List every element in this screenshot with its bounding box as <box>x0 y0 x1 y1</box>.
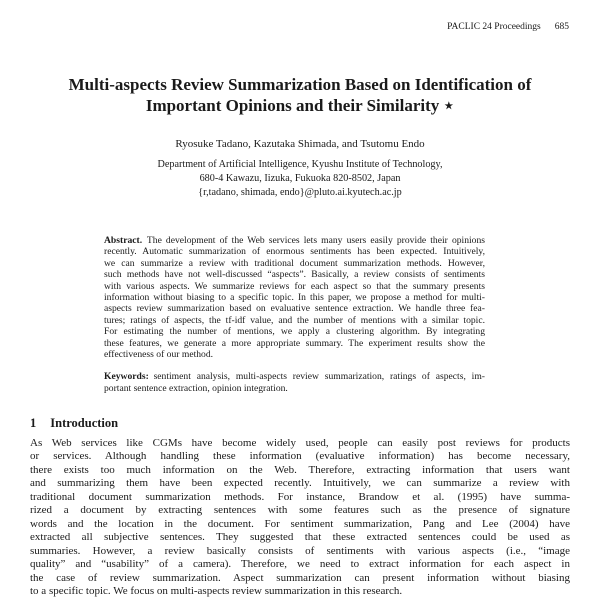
text-line <box>30 545 570 558</box>
line-text: information without biasing to a specific topic. In this paper, we propose a method for multi- <box>104 292 485 304</box>
section-heading <box>30 416 118 431</box>
line-text: or services. Although handling these information (evaluative information) has become necessary, <box>30 450 570 463</box>
keywords <box>104 371 485 394</box>
abstract <box>104 235 485 360</box>
section-number: 1 <box>30 416 37 430</box>
paper-title <box>0 74 600 116</box>
text-line <box>104 349 485 360</box>
line-text: words and the location in the document. For sentiment summarization, Pang and Lee (2004) have <box>30 517 570 530</box>
text-line <box>104 371 485 383</box>
line-text: the case of review summarization. Aspect summarization can present information without biasing <box>30 571 570 584</box>
text-line <box>104 246 485 257</box>
running-header <box>433 22 569 32</box>
label: Keywords: <box>104 371 149 382</box>
line-text: rized a document by extracting sentences with some features such as the presence of signature <box>30 504 570 517</box>
line-text: we can summarize a review with traditional document summarization methods. However, <box>104 257 485 269</box>
text-line <box>104 281 485 292</box>
text-line <box>30 518 570 531</box>
text-line <box>104 292 485 303</box>
text-line <box>30 531 570 544</box>
authors: Ryosuke Tadano, Kazutaka Shimada, and Tsutomu Endo <box>175 138 425 150</box>
text-line <box>30 504 570 517</box>
text-line <box>104 303 485 314</box>
line-text: extracted all subjective sentences. They suggested that these extracted sentences could be used as <box>30 531 570 544</box>
body-text <box>30 437 570 598</box>
affiliation-email: {r,tadano, shimada, endo}@pluto.ai.kyutech.ac.jp <box>198 187 402 198</box>
line-text: and summarizing them have been expected recently. Intuitively, we can summarize a review with <box>30 477 570 490</box>
text-line <box>104 269 485 280</box>
line-text: with various aspects. We summarize reviews for each aspect so that the summary presents <box>104 280 485 292</box>
text-line <box>30 558 570 571</box>
text-line <box>30 450 570 463</box>
text-line <box>104 383 485 395</box>
text-line <box>30 491 570 504</box>
section-title: Introduction <box>50 416 119 430</box>
line-text: As Web services like CGMs have become widely used, people can easily post reviews for products <box>30 437 570 449</box>
text-line <box>104 326 485 337</box>
line-text: such methods have not well-discussed “aspects”. Basically, a review consists of sentiments <box>104 269 485 281</box>
line-text: The development of the Web services lets many users easily provide their opinions <box>146 235 485 246</box>
line-text: For estimating the number of mentions, we apply a clustering algorithm. By integrating <box>104 326 485 338</box>
line-text: traditional document summarization methods. For instance, Brandow et al. (1995) have summa- <box>30 490 570 503</box>
text-line <box>104 258 485 269</box>
text-line <box>30 572 570 585</box>
line-text: quality” and “usability” of a camera). Therefore, we need to extract information for each aspect in <box>30 558 570 571</box>
text-line <box>30 464 570 477</box>
label: Abstract. <box>104 235 143 246</box>
line-text: to a specific topic. We focus on multi-aspects review summarization in this research. <box>30 584 403 597</box>
text-line <box>30 477 570 490</box>
line-text: portant sentence extraction, opinion integration. <box>104 382 288 394</box>
line-text: these features, we generate a more appropriate summary. The experiment results show the <box>104 337 485 349</box>
line-text: aspects review summarization based on evaluative sentence extraction. We handle three fea- <box>104 303 485 315</box>
text-line <box>104 338 485 349</box>
line-text: recently. Automatic summarization of enormous sentiments has been expected. Intuitively, <box>104 246 485 258</box>
text-line <box>104 235 485 246</box>
line-text: sentiment analysis, multi-aspects review summarization, ratings of aspects, im- <box>153 371 485 382</box>
text-line <box>30 585 570 598</box>
title-line: Important Opinions and their Similarity ⋆ <box>145 96 455 115</box>
line-text: there exists too much information on the Web. Therefore, extracting information that users want <box>30 463 570 476</box>
affiliation-line: 680-4 Kawazu, Iizuka, Fukuoka 820-8502, Japan <box>199 173 401 184</box>
title-line: Multi-aspects Review Summarization Based on Identification of <box>68 75 532 94</box>
text-line <box>104 315 485 326</box>
line-text: effectiveness of our method. <box>104 349 214 361</box>
line-text: summaries. However, a review basically consists of sentiments with various aspects (i.e., “image <box>30 544 570 557</box>
line-text: tures; ratings of aspects, the tf-idf value, and the number of mentions with a similar topic. <box>104 314 485 326</box>
affiliation <box>0 158 600 200</box>
venue: PACLIC 24 Proceedings <box>447 22 541 32</box>
affiliation-line: Department of Artificial Intelligence, Kyushu Institute of Technology, <box>157 159 443 170</box>
page-number: 685 <box>554 22 569 32</box>
text-line <box>30 437 570 450</box>
